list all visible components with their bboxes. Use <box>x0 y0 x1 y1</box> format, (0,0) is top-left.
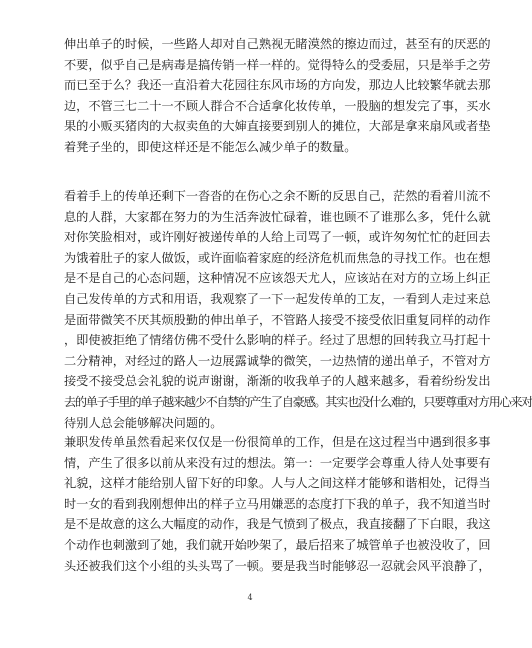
text-line: 看着手上的传单还剩下一沓沓的在伤心之余不断的反思自己，茫然的看着川流不 <box>64 189 491 203</box>
text-line: 情，产生了很多以前从来没有过的想法。第一：一定要学会尊重人待人处事要有 <box>64 455 491 470</box>
text-line: 去的单子手里的单子越来越少不自禁的产生了自豪感。其实也没什么难的，只要尊重对方用心来对 <box>64 394 532 409</box>
text-line: 是面带微笑不厌其烦殷勤的伸出单子，不管路人接受不接受依旧重复同样的动作 <box>64 312 491 327</box>
text-line: 果的小贩买猪肉的大叔卖鱼的大婶直接要到别人的摊位，大部是拿来扇风或者垫 <box>64 119 491 134</box>
text-line: 着凳子坐的，即使这样还是不能怎么减少单子的数量。 <box>64 139 357 154</box>
text-line: 息的人群，大家都在努力的为生活奔波忙碌着，谁也顾不了谁那么多，凭什么就 <box>64 209 491 224</box>
paragraph-3 <box>64 432 491 576</box>
paragraph-2 <box>64 186 532 433</box>
text-line: 是不是故意的这么大幅度的动作，我是气愤到了极点，我直接翻了下白眼，我这 <box>64 517 491 532</box>
text-line: 时一女的看到我刚想伸出的样子立马用嫌恶的态度打下我的单子，我不知道当时 <box>64 496 491 511</box>
page-number: 4 <box>247 593 253 602</box>
paragraph-1 <box>64 34 491 158</box>
text-line: 不要，似乎自己是病毒是搞传销一样一样的。觉得特么的受委屈，只是举手之劳 <box>64 57 491 72</box>
text-line: 为饿着肚子的家人做饭，或许面临着家庭的经济危机而焦急的寻找工作。也在想 <box>64 250 491 265</box>
text-line: 是不是自己的心态问题，这种情况不应该怨天尤人，应该站在对方的立场上纠正 <box>64 271 491 286</box>
text-line: 边，不管三七二十一不顾人群合不合适拿化妆传单，一股脑的想发完了事，买水 <box>64 98 491 113</box>
text-line: 对你笑脸相对，或许刚好被递传单的人给上司骂了一顿，或许匆匆忙忙的赶回去 <box>64 230 491 245</box>
text-line: 二分精神，对经过的路人一边展露诚挚的微笑，一边热情的递出单子，不管对方 <box>64 353 491 368</box>
text-line: 个动作也刺激到了她，我们就开始吵架了，最后招来了城管单子也被没收了，回 <box>64 537 491 552</box>
text-line: 而已至于么？我还一直沿着大花园往东风市场的方向发，那边人比较繁华就去那 <box>64 78 491 93</box>
text-line: ，即使被拒绝了情绪仿佛不受什么影响的样子。经过了思想的回转我立马打起十 <box>64 333 491 348</box>
text-line: 头还被我们这个小组的头头骂了一顿。要是我当时能够忍一忍就会风平浪静了， <box>64 558 491 573</box>
text-line: 伸出单子的时候，一些路人却对自己熟视无睹漠然的擦边而过，甚至有的厌恶的 <box>64 37 491 51</box>
text-line: 待别人总会能够解决问题的。 <box>64 415 223 430</box>
text-line: 接受不接受总会礼貌的说声谢谢，渐渐的收我单子的人越来越多，看着纷纷发出 <box>64 374 491 389</box>
text-line: 自己发传单的方式和用语，我观察了一下一起发传单的工友，一看到人走过来总 <box>64 291 491 306</box>
text-line: 兼职发传单虽然看起来仅仅是一份很简单的工作，但是在这过程当中遇到很多事 <box>64 435 491 449</box>
text-line: 礼貌，这样才能给别人留下好的印象。人与人之间这样才能够和谐相处，记得当 <box>64 476 491 491</box>
